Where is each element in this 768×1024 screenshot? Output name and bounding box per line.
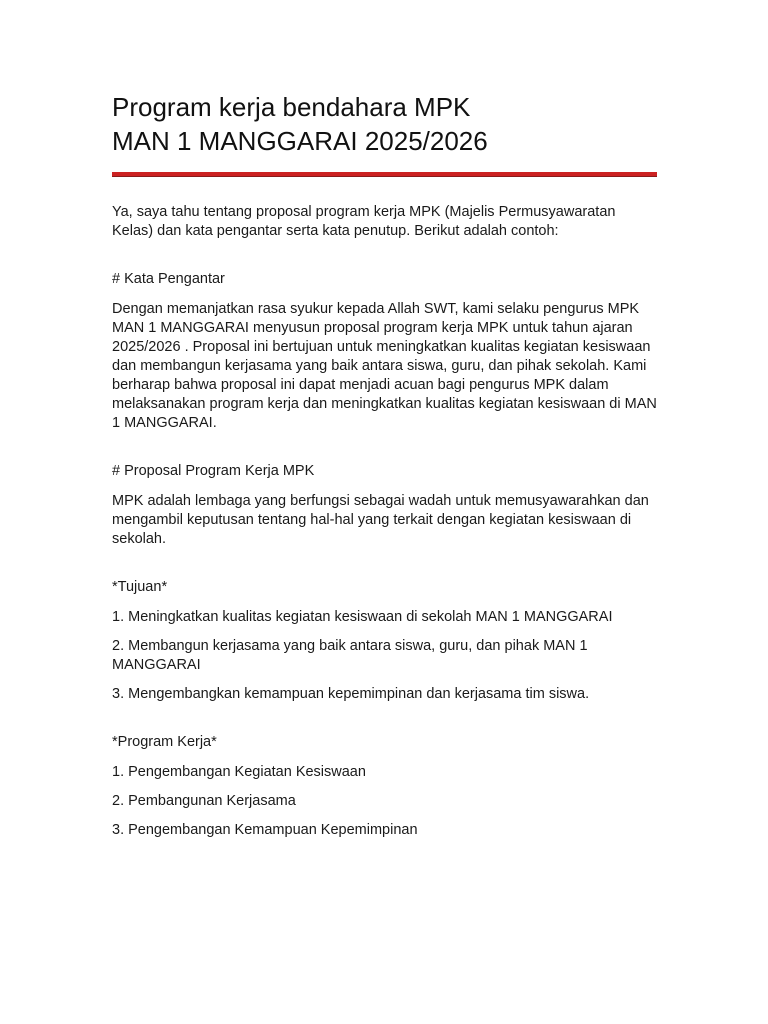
document-title: [112, 90, 657, 158]
title-line-2: MAN 1 MANGGARAI 2025/2026: [112, 126, 488, 156]
program-kerja-item-2: 2. Pembangunan Kerjasama: [112, 793, 296, 809]
kata-pengantar-heading: # Kata Pengantar: [112, 271, 225, 287]
program-kerja-item-3: 3. Pengembangan Kemampuan Kepemimpinan: [112, 822, 418, 838]
program-kerja-heading: *Program Kerja*: [112, 734, 217, 750]
kata-pengantar-body: Dengan memanjatkan rasa syukur kepada Allah SWT, kami selaku pengurus MPK MAN 1 MANGGARAI menyusun proposal program kerja MPK untuk tahun ajaran 2025/2026 . Proposal ini bertujuan untuk meningkatkan kualitas kegiatan kesiswaan dan membangun kerjasama yang baik antara siswa, guru, dan pihak sekolah. Kami berharap bahwa proposal ini dapat menjadi acuan bagi pengurus MPK dalam melaksanakan program kerja dan meningkatkan kualitas kegiatan kesiswaan di MAN 1 MANGGARAI.: [112, 301, 657, 431]
tujuan-heading: *Tujuan*: [112, 579, 168, 595]
intro-paragraph: Ya, saya tahu tentang proposal program kerja MPK (Majelis Permusyawaratan Kelas) dan kata pengantar serta kata penutup. Berikut adalah contoh:: [112, 204, 616, 239]
title-line-1: Program kerja bendahara MPK: [112, 92, 471, 122]
tujuan-item-3: 3. Mengembangkan kemampuan kepemimpinan dan kerjasama tim siswa.: [112, 686, 590, 702]
proposal-body: MPK adalah lembaga yang berfungsi sebagai wadah untuk memusyawarahkan dan mengambil keputusan tentang hal-hal yang terkait dengan kegiatan kesiswaan di sekolah.: [112, 493, 649, 547]
proposal-heading: # Proposal Program Kerja MPK: [112, 463, 315, 479]
program-kerja-item-1: 1. Pengembangan Kegiatan Kesiswaan: [112, 764, 366, 780]
tujuan-item-1: 1. Meningkatkan kualitas kegiatan kesiswaan di sekolah MAN 1 MANGGARAI: [112, 609, 613, 625]
title-divider: [112, 172, 657, 177]
tujuan-item-2: 2. Membangun kerjasama yang baik antara siswa, guru, dan pihak MAN 1 MANGGARAI: [112, 638, 588, 673]
document-page: [112, 90, 657, 840]
